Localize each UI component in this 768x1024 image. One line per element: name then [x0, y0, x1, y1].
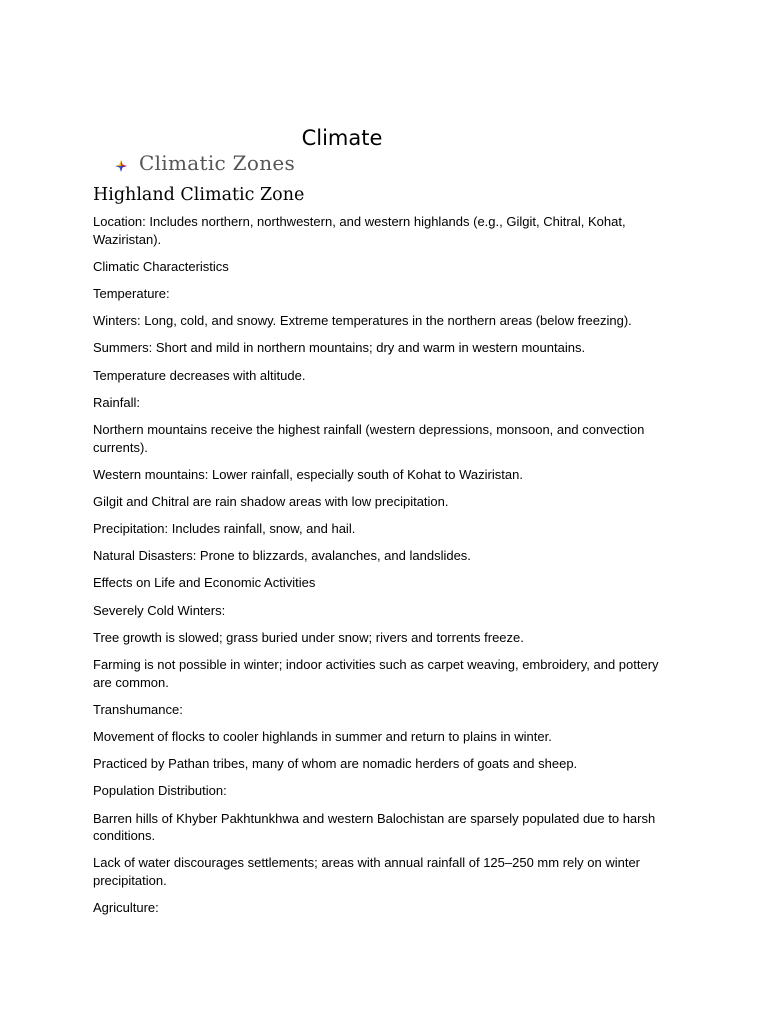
paragraph-winters: Winters: Long, cold, and snowy. Extreme temperatures in the northern areas (below freezing).: [93, 313, 632, 329]
paragraph-temperature: Temperature:: [93, 285, 170, 301]
four-color-diamond-bullet-icon: [114, 158, 128, 172]
paragraph-summers: Summers: Short and mild in northern mountains; dry and warm in western mountains.: [93, 340, 586, 356]
paragraph-altitude: Temperature decreases with altitude.: [93, 367, 306, 383]
paragraph-farming: Farming is not possible in winter; indoor activities such as carpet weaving, embroidery, and pottery are common.: [93, 657, 659, 690]
paragraph-tree-growth: Tree growth is slowed; grass buried under snow; rivers and torrents freeze.: [93, 629, 524, 645]
section-heading: Highland Climatic Zone: [93, 185, 305, 205]
paragraph-barren-hills: Barren hills of Khyber Pakhtunkhwa and western Balochistan are sparsely populated due to harsh conditions.: [93, 810, 656, 844]
paragraph-agriculture: Agriculture:: [93, 900, 159, 916]
paragraph-pathan-tribes: Practiced by Pathan tribes, many of whom are nomadic herders of goats and sheep.: [93, 756, 578, 772]
paragraph-lack-of-water: Lack of water discourages settlements; areas with annual rainfall of 125–250 mm rely on winter precipitation.: [93, 855, 641, 888]
paragraph-rainfall: Rainfall:: [93, 394, 140, 410]
document-body: [93, 213, 673, 926]
bullet-heading-text: Climatic Zones: [139, 151, 296, 175]
paragraph-transhumance: Transhumance:: [93, 701, 183, 717]
paragraph-rain-shadow: Gilgit and Chitral are rain shadow areas with low precipitation.: [93, 493, 449, 509]
paragraph-natural-disasters: Natural Disasters: Prone to blizzards, avalanches, and landslides.: [93, 548, 471, 564]
paragraph-cold-winters: Severely Cold Winters:: [93, 602, 226, 618]
paragraph-climatic-characteristics: Climatic Characteristics: [93, 258, 229, 274]
paragraph-precipitation: Precipitation: Includes rainfall, snow, and hail.: [93, 521, 356, 537]
paragraph-flocks: Movement of flocks to cooler highlands in summer and return to plains in winter.: [93, 728, 552, 744]
paragraph-northern-rainfall: Northern mountains receive the highest rainfall (western depressions, monsoon, and convection currents).: [93, 421, 645, 455]
paragraph-location: Location: Includes northern, northwestern, and western highlands (e.g., Gilgit, Chitral, Kohat, Waziristan).: [93, 214, 626, 247]
paragraph-effects: Effects on Life and Economic Activities: [93, 575, 316, 591]
paragraph-western-rainfall: Western mountains: Lower rainfall, especially south of Kohat to Waziristan.: [93, 466, 523, 482]
document-title: Climate: [301, 126, 383, 150]
paragraph-population: Population Distribution:: [93, 783, 227, 799]
bullet-heading: [114, 150, 295, 176]
